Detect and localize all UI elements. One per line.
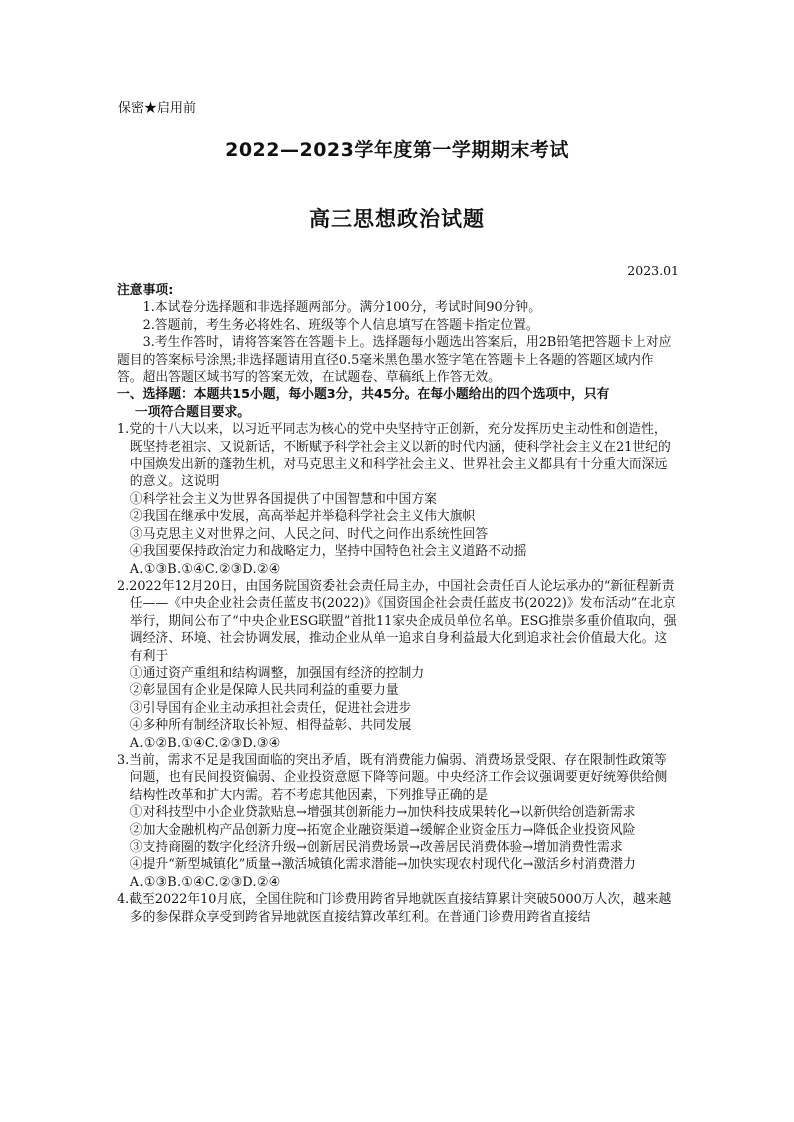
notice-item-3: 3.考生作答时，请将答案答在答题卡上。选择题每小题选出答案后，用2B铅笔把答题卡上对应题目的答案标号涂黑;非选择题请用直径0.5毫米黑色墨水签字笔在答题卡上各题的答题区域内作答。超出答题区域书写的答案无效，在试题卷、草稿纸上作答无效。: [117, 335, 672, 386]
question-option: ②我国在继承中发展，高高举起并举稳科学社会主义伟大旗帜: [129, 509, 476, 525]
question-option: ①对科技型中小企业贷款贴息→增强其创新能力→加快科技成果转化→以新供给创造新需求: [129, 805, 636, 821]
question-option: ③支持商圈的数字化经济升级→创新居民消费场景→改善居民消费体验→增加消费性需求: [129, 840, 623, 855]
question-option: ④我国要保持政治定力和战略定力，坚持中国特色社会主义道路不动摇: [129, 544, 527, 560]
notice-item-1: 1.本试卷分选择题和非选择题两部分。满分100分，考试时间90分钟。: [142, 300, 542, 316]
question-option: ③马克思主义对世界之问、人民之问、时代之问作出系统性回答: [129, 526, 489, 542]
exam-date: 2023.01: [627, 263, 679, 278]
question-option: ②加大金融机构产品创新力度→拓宽企业融资渠道→缓解企业资金压力→降低企业投资风险: [129, 822, 636, 838]
question-option: ①通过资产重组和结构调整，加强国有经济的控制力: [129, 665, 425, 681]
question-3: [117, 752, 678, 891]
section-heading-line2: 一项符合题目要求。: [134, 404, 251, 420]
section-heading: [117, 386, 678, 421]
question-stem: 1.党的十八大以来，以习近平同志为核心的党中央坚持守正创新，充分发挥历史主动性和创造性，既坚持老祖宗、又说新话，不断赋予科学社会主义以新的时代内涵，使科学社会主义在21世纪的中国焕发出新的蓬勃生机，对马克思主义和科学社会主义、世界社会主义都具有十分重大而深远的意义。这说明: [117, 422, 671, 490]
question-stem: 3.当前，需求不足是我国面临的突出矛盾，既有消费能力偏弱、消费场景受限、存在限制性政策等问题，也有民间投资偏弱、企业投资意愿下降等问题。中央经济工作会议强调要更好统筹供给侧结构性改革和扩大内需。若不考虑其他因素，下列推导正确的是: [117, 752, 668, 803]
exam-content: [117, 282, 678, 926]
question-1: [117, 421, 678, 578]
question-stem: 2.2022年12月20日，由国务院国资委社会责任局主办，中国社会责任百人论坛承办的“新征程新责任——《中央企业社会责任蓝皮书(2022)》《国资国企社会责任蓝皮书(2022)》发布活动”在北京举行，期间公布了“中央企业ESG联盟”首批11家央企成员单位名单。ESG推崇多重价值取向，强调经济、环境、社会协调发展，推动企业从单一追求自身利益最大化到追求社会价值最大化。这有利于: [117, 578, 677, 664]
notice-title: 注意事项:: [117, 283, 174, 298]
question-stem: 4.截至2022年10月底，全国住院和门诊费用跨省异地就医直接结算累计突破5000万人次，越来越多的参保群众享受到跨省异地就医直接结算改革红利。在普通门诊费用跨省直接结: [117, 892, 672, 925]
confidential-label: 保密★启用前: [118, 101, 197, 116]
question-option: ③引导国有企业主动承担社会责任，促进社会进步: [129, 700, 412, 716]
question-option: ④提升“新型城镇化”质量→激活城镇化需求潜能→加快实现农村现代化→激活乡村消费潜力: [129, 857, 636, 873]
answer-choices: A.①③B.①④C.②③D.②④: [129, 561, 281, 577]
answer-choices: A.①③B.①④C.②③D.②④: [129, 874, 281, 890]
question-2: [117, 578, 678, 752]
question-option: ②彰显国有企业是保障人民共同利益的重要力量: [129, 683, 399, 699]
question-option: ④多种所有制经济取长补短、相得益彰、共同发展: [129, 718, 412, 734]
answer-choices: A.①②B.①④C.②③D.③④: [129, 735, 281, 751]
section-heading-line1: 一、选择题：本题共15小题，每小题3分，共45分。在每小题给出的四个选项中，只有: [117, 387, 610, 403]
exam-subtitle: 高三思想政治试题: [309, 207, 485, 231]
notice-item-2: 2.答题前，考生务必将姓名、班级等个人信息填写在答题卡指定位置。: [142, 317, 539, 333]
question-option: ①科学社会主义为世界各国提供了中国智慧和中国方案: [129, 491, 437, 507]
exam-title: 2022—2023学年度第一学期期末考试: [225, 139, 569, 161]
question-4: [117, 891, 678, 926]
